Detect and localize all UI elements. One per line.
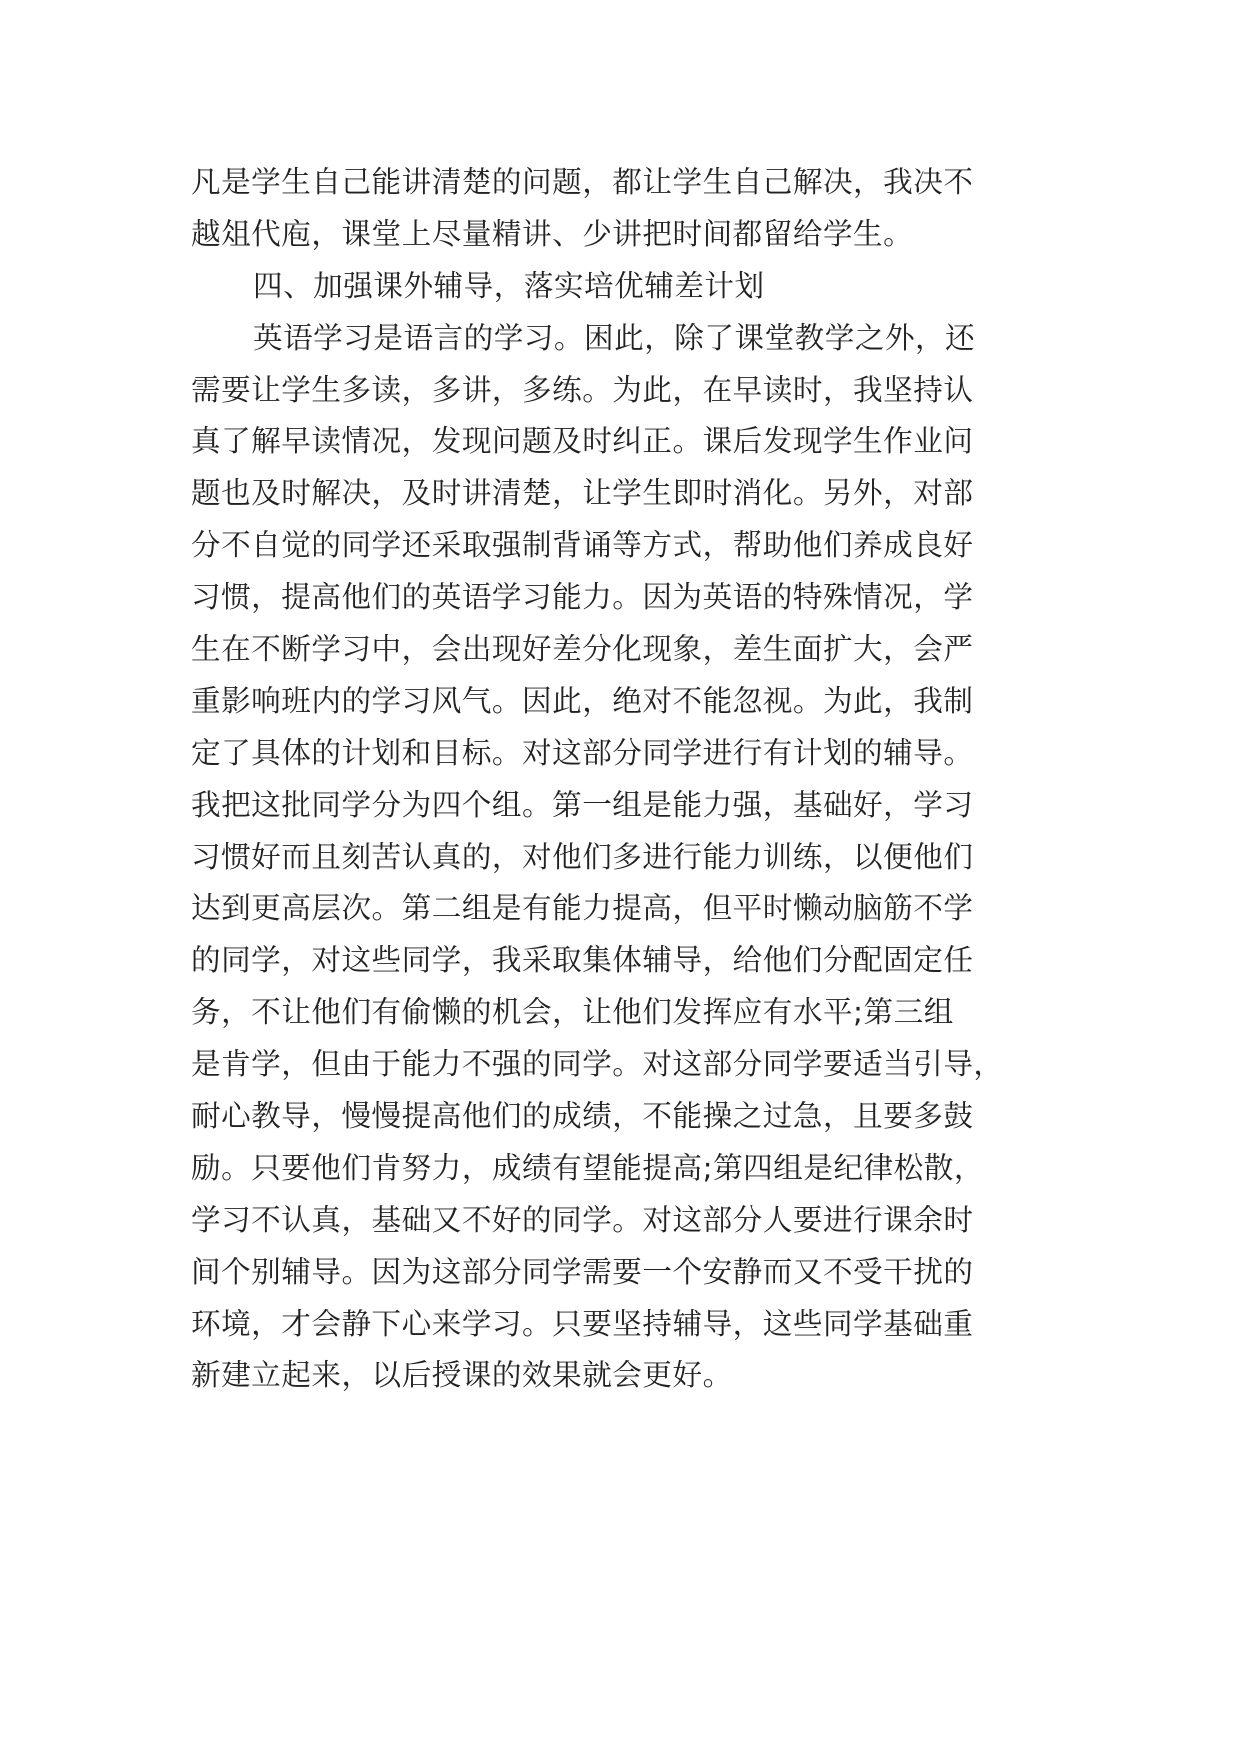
- text-line: 学习不认真，基础又不好的同学。对这部分人要进行课余时: [191, 1202, 974, 1237]
- text-line: 生在不断学习中，会出现好差分化现象，差生面扩大，会严: [191, 632, 974, 667]
- text-line: 励。只要他们肯努力，成绩有望能提高;第四组是纪律松散，: [191, 1150, 984, 1185]
- body-text: [191, 157, 1051, 1402]
- text-line: 新建立起来，以后授课的效果就会更好。: [191, 1358, 733, 1393]
- text-line: 间个别辅导。因为这部分同学需要一个安静而又不受干扰的: [191, 1254, 974, 1289]
- paragraph-first-line: 英语学习是语言的学习。困此，除了课堂教学之外，还: [253, 320, 976, 355]
- text-line: 分不自觉的同学还采取强制背诵等方式，帮助他们养成良好: [191, 528, 974, 563]
- text-line: 习惯，提高他们的英语学习能力。因为英语的特殊情况，学: [191, 580, 974, 615]
- text-line: 务，不让他们有偷懒的机会，让他们发挥应有水平;第三组: [191, 995, 954, 1030]
- text-line: 是肯学，但由于能力不强的同学。对这部分同学要适当引导，: [191, 1047, 1004, 1082]
- text-line: 达到更高层次。第二组是有能力提高，但平时懒动脑筋不学: [191, 891, 974, 926]
- text-line: 耐心教导，慢慢提高他们的成绩，不能操之过急，且要多鼓: [191, 1099, 974, 1134]
- text-line: 定了具体的计划和目标。对这部分同学进行有计划的辅导。: [191, 735, 974, 770]
- text-line: 环境，才会静下心来学习。只要坚持辅导，这些同学基础重: [191, 1306, 974, 1341]
- text-line: 我把这批同学分为四个组。第一组是能力强，基础好，学习: [191, 787, 974, 822]
- text-line: 真了解早读情况，发现问题及时纠正。课后发现学生作业问: [191, 424, 974, 459]
- section-heading: 四、加强课外辅导，落实培优辅差计划: [253, 268, 765, 303]
- text-line: 重影响班内的学习风气。因此，绝对不能忽视。为此，我制: [191, 683, 974, 718]
- text-line: 题也及时解决，及时讲清楚，让学生即时消化。另外，对部: [191, 476, 974, 511]
- text-line: 越俎代庖，课堂上尽量精讲、少讲把时间都留给学生。: [191, 216, 914, 251]
- text-line: 习惯好而且刻苦认真的，对他们多进行能力训练，以便他们: [191, 839, 974, 874]
- text-line: 需要让学生多读，多讲，多练。为此，在早读时，我坚持认: [191, 372, 974, 407]
- text-line: 的同学，对这些同学，我采取集体辅导，给他们分配固定任: [191, 943, 974, 978]
- text-line: 凡是学生自己能讲清楚的问题，都让学生自己解决，我决不: [191, 165, 974, 199]
